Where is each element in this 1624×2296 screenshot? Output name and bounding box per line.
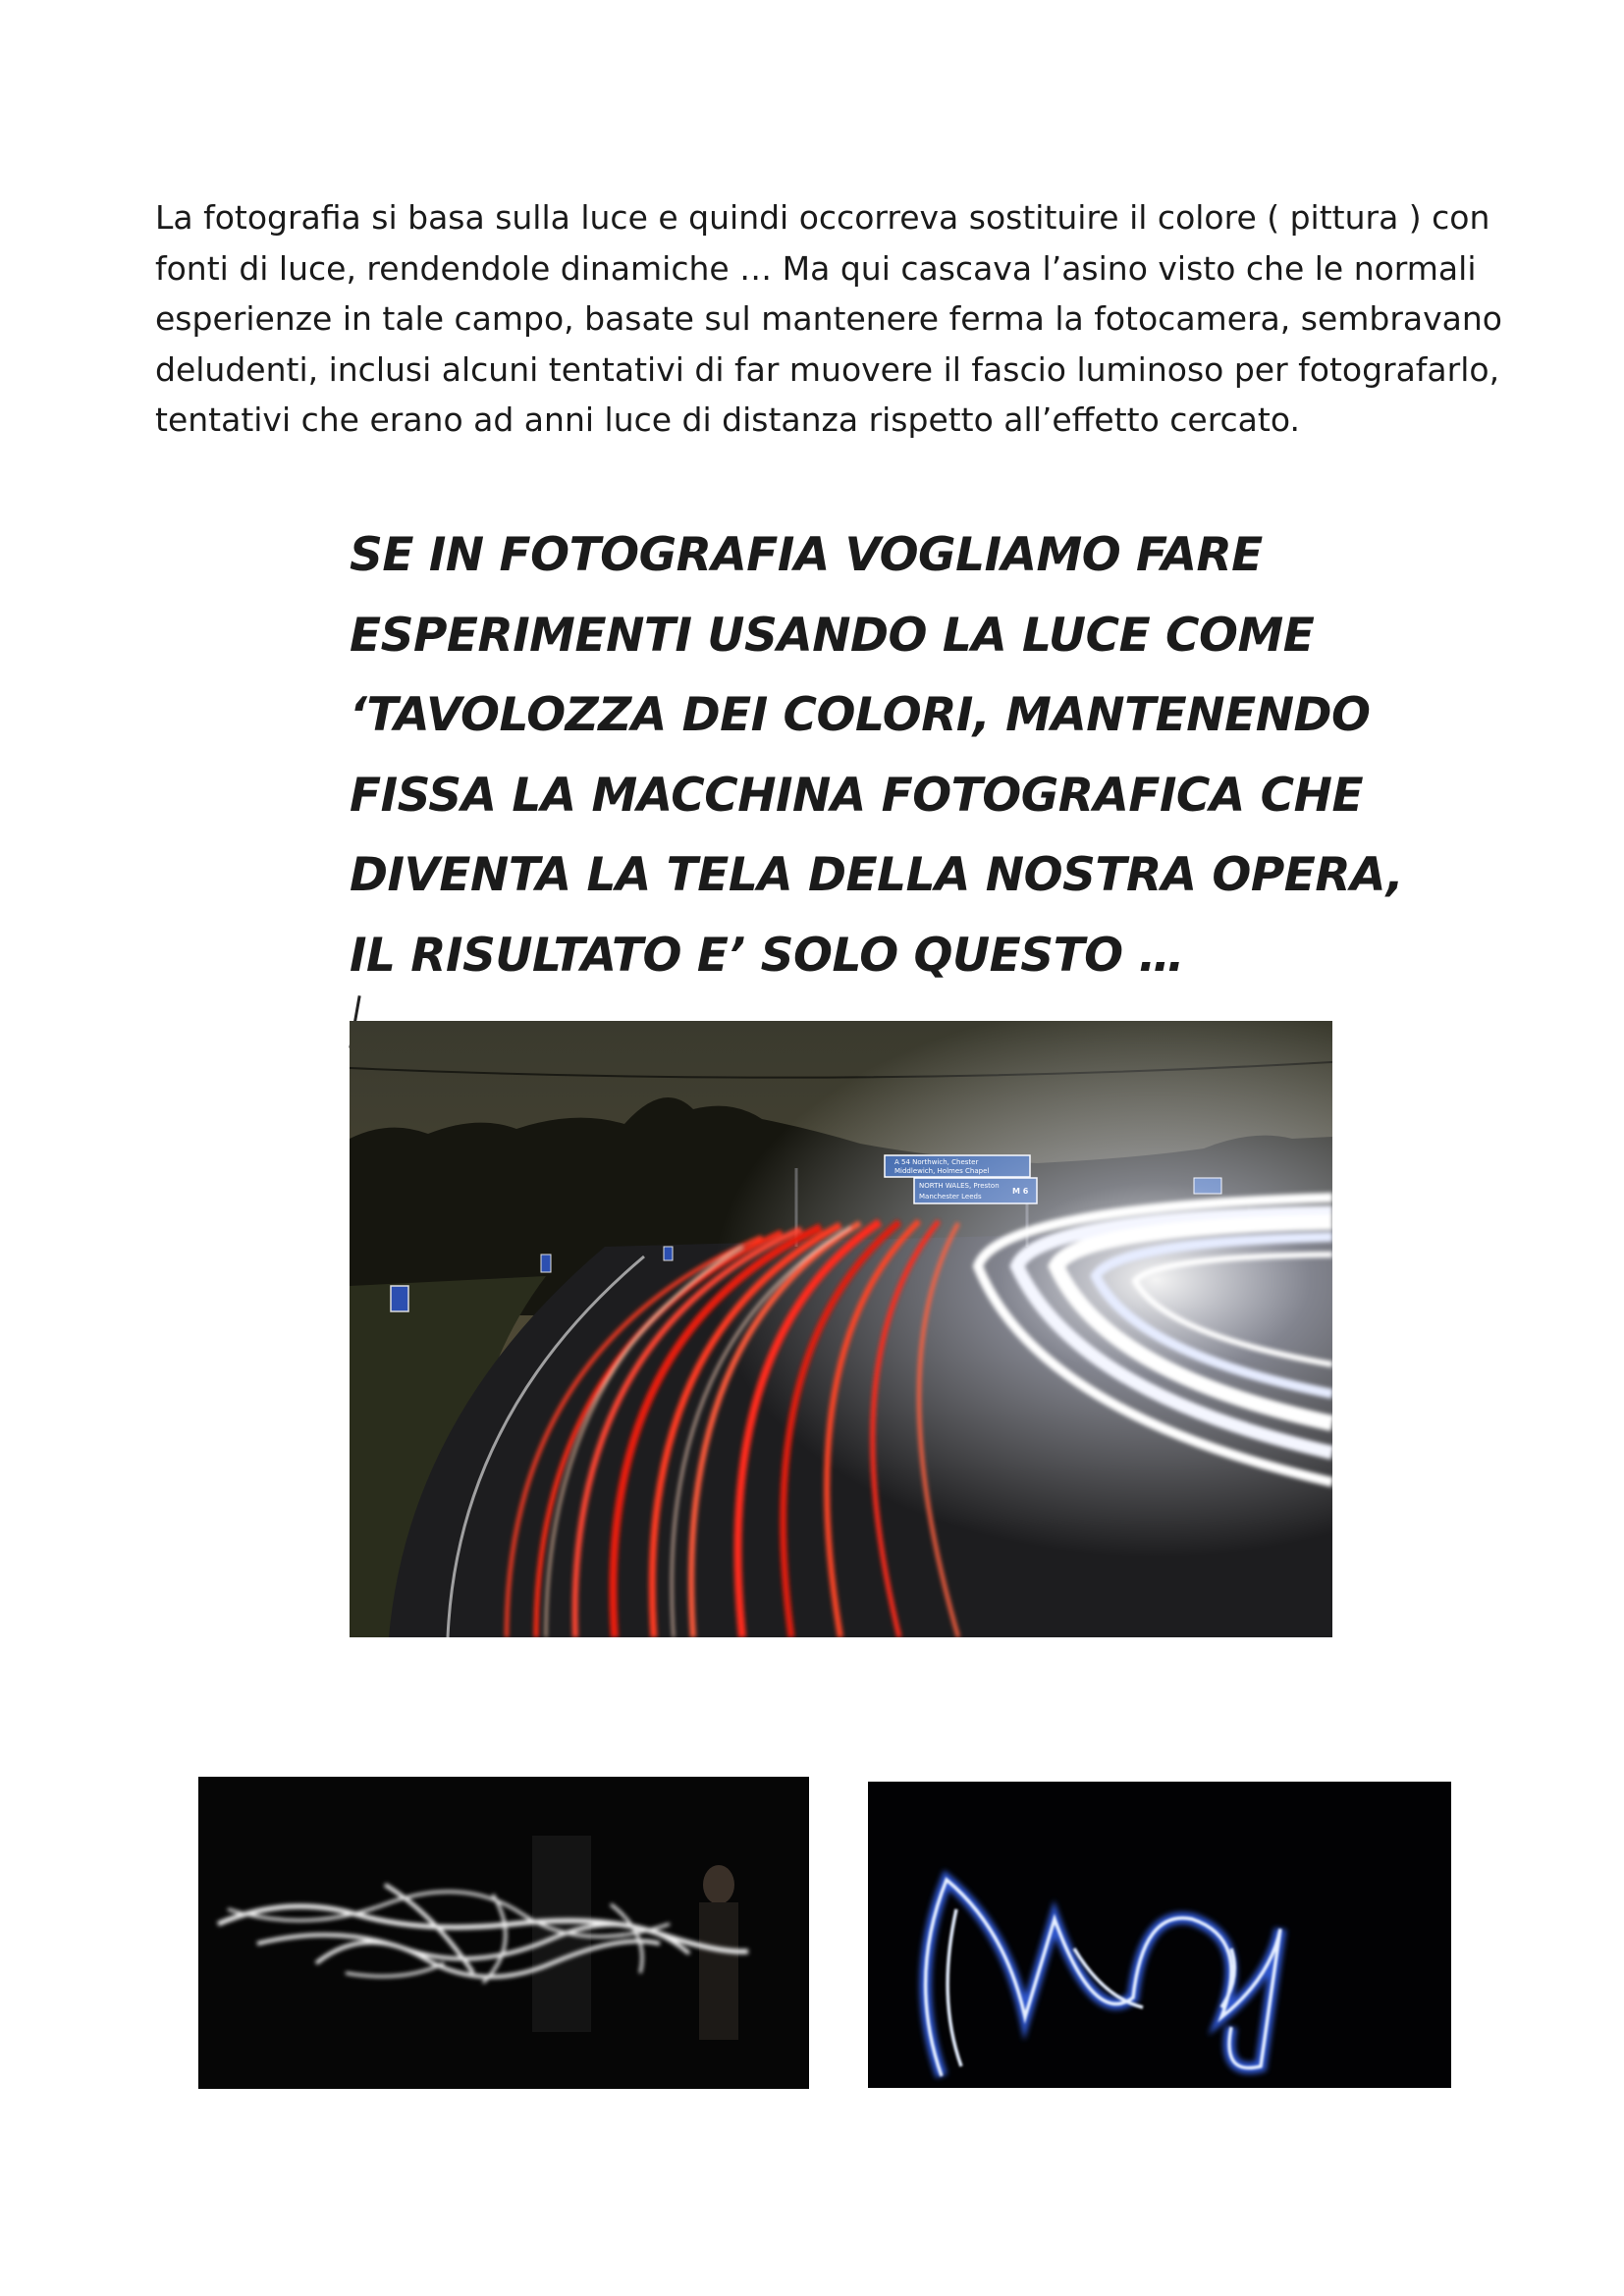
paragraph-line: fonti di luce, rendendole dinamiche … Ma qui cascava l’asino visto che le normali bbox=[155, 248, 1477, 288]
light-painting-photo-left bbox=[198, 1777, 809, 2089]
paragraph-line: tentativi che erano ad anni luce di distanza rispetto all’effetto cercato. bbox=[155, 400, 1300, 439]
light-painting-photo-right bbox=[868, 1782, 1451, 2088]
caption-heading bbox=[350, 515, 1430, 1048]
heading-line: SE IN FOTOGRAFIA VOGLIAMO FARE bbox=[350, 528, 1263, 582]
paragraph-line: La fotografia si basa sulla luce e quindi occorreva sostituire il colore ( pittura ) con bbox=[155, 198, 1490, 237]
person-silhouette bbox=[703, 1865, 734, 1904]
heading-line: FISSA LA MACCHINA FOTOGRAFICA CHE bbox=[350, 768, 1364, 823]
heading-line: ESPERIMENTI USANDO LA LUCE COME bbox=[350, 608, 1315, 663]
paragraph-line: deludenti, inclusi alcuni tentativi di far muovere il fascio luminoso per fotografarlo, bbox=[155, 349, 1500, 389]
body-paragraph bbox=[155, 192, 1502, 446]
heading-line: IL RISULTATO E’ SOLO QUESTO … bbox=[350, 928, 1184, 983]
heading-line: DIVENTA LA TELA DELLA NOSTRA OPERA, bbox=[350, 848, 1404, 902]
paragraph-line: esperienze in tale campo, basate sul mantenere ferma la fotocamera, sembravano bbox=[155, 299, 1502, 338]
highway-light-trails-photo bbox=[350, 1021, 1332, 1637]
heading-line: ‘TAVOLOZZA DEI COLORI, MANTENENDO bbox=[350, 688, 1371, 742]
